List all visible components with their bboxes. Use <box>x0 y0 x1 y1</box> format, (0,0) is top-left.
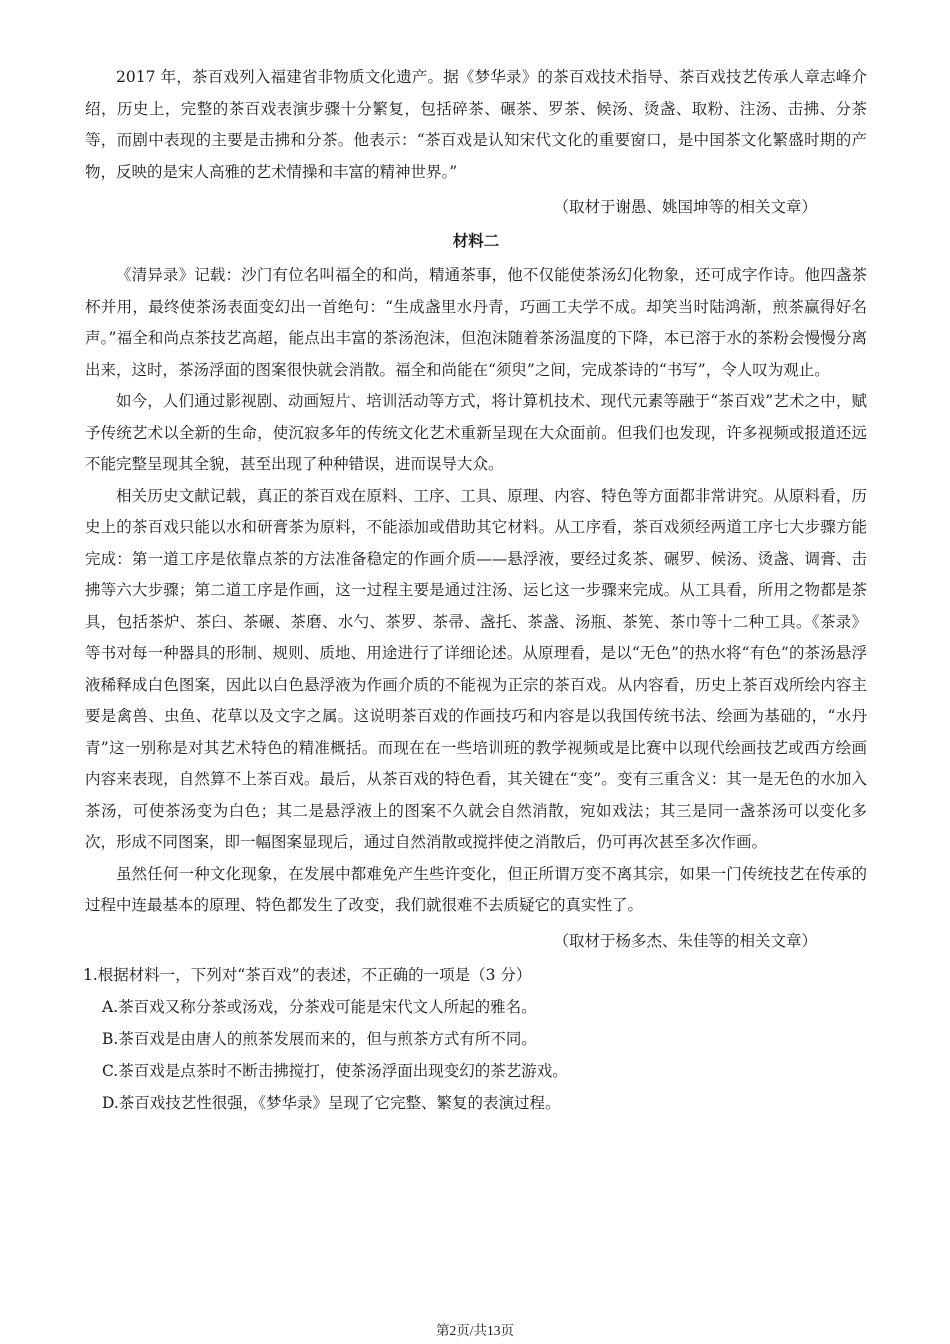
material1-paragraph: 2017 年，茶百戏列入福建省非物质文化遗产。据《梦华录》的茶百戏技术指导、茶百戏技艺传承人章志峰介绍，历史上，完整的茶百戏表演步骤十分繁复，包括碎茶、碾茶、罗茶、候汤、烫盏、取粉、注汤、击拂、分茶等，而剧中表现的主要是击拂和分茶。他表示：“茶百戏是认知宋代文化的重要窗口，是中国茶文化繁盛时期的产物，反映的是宋人高雅的艺术情操和丰富的精神世界。” <box>85 68 867 181</box>
material2-paragraph-3: 相关历史文献记载，真正的茶百戏在原料、工序、工具、原理、内容、特色等方面都非常讲究。从原料看，历史上的茶百戏只能以水和研膏茶为原料，不能添加或借助其它材料。从工序看，茶百戏须经两道工序七大步骤方能完成：第一道工序是依靠点茶的方法准备稳定的作画介质——悬浮液，要经过炙茶、碾罗、候汤、烫盏、调膏、击拂等六大步骤；第二道工序是作画，这一过程主要是通过注汤、运匕这一步骤来完成。从工具看，所用之物都是茶具，包括茶炉、茶臼、茶碾、茶磨、水勺、茶罗、茶帚、盏托、茶盏、汤瓶、茶筅、茶巾等十二种工具。《茶录》等书对每一种器具的形制、规则、质地、用途进行了详细论述。从原理看，是以“无色”的热水将“有色”的茶汤悬浮液稀释成白色图案，因此以白色悬浮液为作画介质的不能视为正宗的茶百戏。从内容看，历史上茶百戏所绘内容主要是禽兽、虫鱼、花草以及文字之属。这说明茶百戏的作画技巧和内容是以我国传统书法、绘画为基础的，“水丹青”这一别称是对其艺术特色的精准概括。而现在在一些培训班的教学视频或是比赛中以现代绘画技艺或西方绘画内容来表现，自然算不上茶百戏。最后，从茶百戏的特色看，其关键在“变”。变有三重含义：其一是无色的水加入茶汤，可使茶汤变为白色；其二是悬浮液上的图案不久就会自然消散，宛如戏法；其三是同一盏茶汤可以变化多次，形成不同图案，即一幅图案显现后，通过自然消散或搅拌使之消散后，仍可再次甚至多次作画。 <box>85 486 867 851</box>
material1-source: （取材于谢愚、姚国坤等的相关文章） <box>553 198 817 216</box>
material2-paragraph-1: 《清异录》记载：沙门有位名叫福全的和尚，精通茶事，他不仅能使茶汤幻化物象，还可成字作诗。他四盏茶杯并用，最终使茶汤表面变幻出一首绝句：“生成盏里水丹青，巧画工夫学不成。却笑当时陆鸿渐，煎茶赢得好名声。”福全和尚点茶技艺高超，能点出丰富的茶汤泡沫，但泡沫随着茶汤温度的下降，本已溶于水的茶粉会慢慢分离出来，这时，茶汤浮面的图案很快就会消散。福全和尚能在“须臾”之间，完成茶诗的“书写”，令人叹为观止。 <box>85 266 867 379</box>
question-1-option-c: C.茶百戏是点茶时不断击拂搅打，使茶汤浮面出现变幻的茶艺游戏。 <box>102 1061 568 1080</box>
document-page <box>85 62 867 1119</box>
question-1-option-d: D.茶百戏技艺性很强，《梦华录》呈现了它完整、繁复的表演过程。 <box>102 1093 561 1112</box>
question-1-option-b: B.茶百戏是由唐人的煎茶发展而来的，但与煎茶方式有所不同。 <box>102 1029 537 1048</box>
question-1-option-a: A.茶百戏又称分茶或汤戏，分茶戏可能是宋代文人所起的雅名。 <box>102 997 537 1016</box>
question-1-stem: 1.根据材料一，下列对“茶百戏”的表述，不正确的一项是（3 分） <box>83 965 532 984</box>
material2-paragraph-4: 虽然任何一种文化现象，在发展中都难免产生些许变化，但正所谓万变不离其宗，如果一门传统技艺在传承的过程中连最基本的原理、特色都发生了改变，我们就很难不去质疑它的真实性了。 <box>85 864 867 914</box>
page-footer: 第2页/共13页 <box>435 1323 514 1338</box>
material2-paragraph-2: 如今，人们通过影视剧、动画短片、培训活动等方式，将计算机技术、现代元素等融于“茶百戏”艺术之中，赋予传统艺术以全新的生命，使沉寂多年的传统文化艺术重新呈现在大众面前。但我们也发现，许多视频或报道还远不能完整呈现其全貌，甚至出现了种种错误，进而误导大众。 <box>85 392 867 473</box>
material2-heading: 材料二 <box>452 232 500 250</box>
material2-source: （取材于杨多杰、朱佳等的相关文章） <box>553 931 817 950</box>
